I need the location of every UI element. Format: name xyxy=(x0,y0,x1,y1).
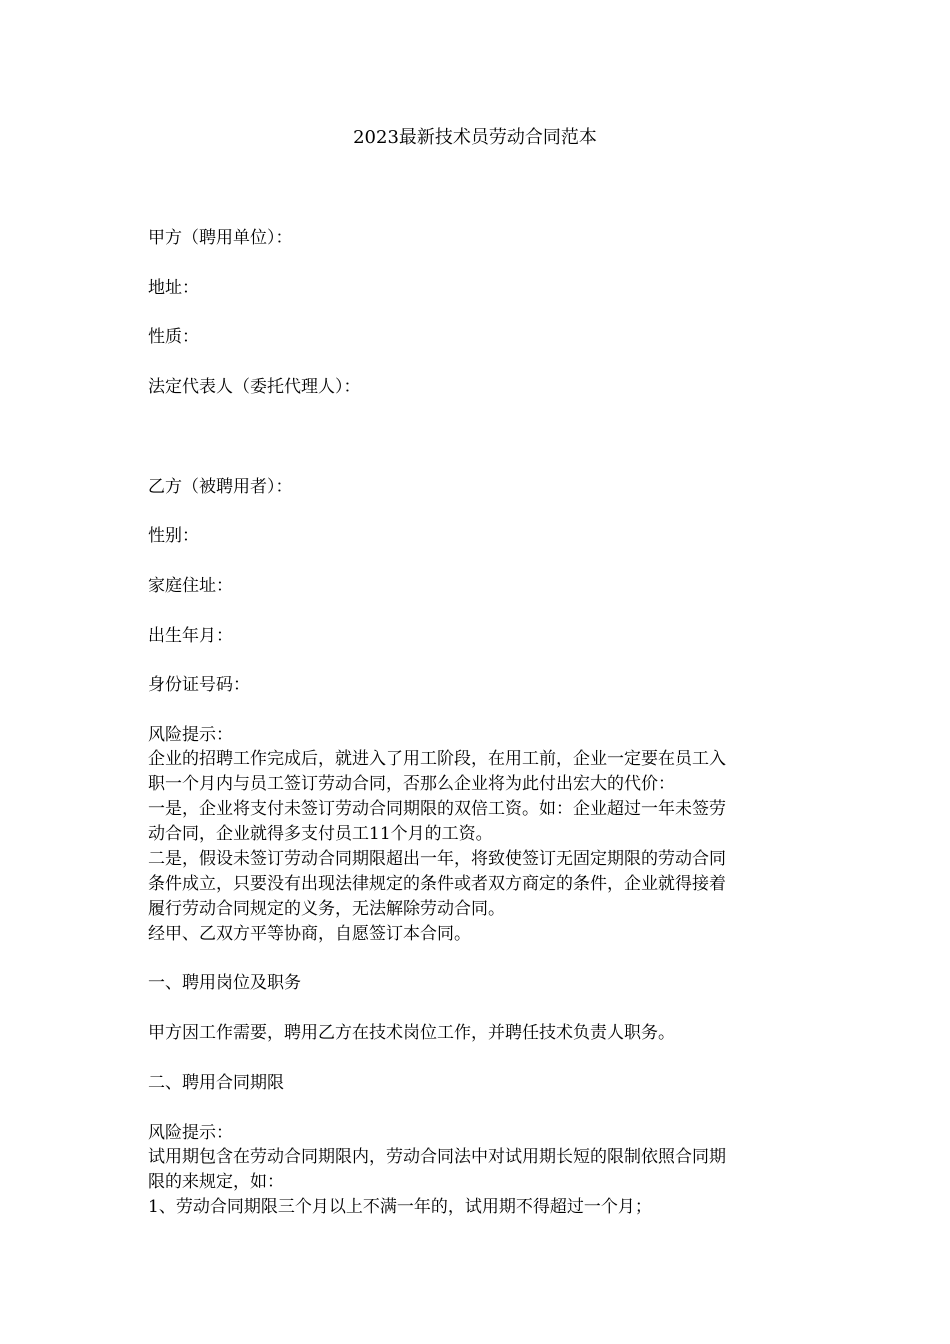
party-a-representative-label: 法定代表人（委托代理人）： xyxy=(148,377,361,397)
party-a-label: 甲方（聘用单位）： xyxy=(148,228,293,248)
party-b-home-address-label: 家庭住址： xyxy=(148,576,233,596)
section-1-heading: 一、聘用岗位及职务 xyxy=(148,973,301,993)
risk-note-2-line: 试用期包含在劳动合同期限内，劳动合同法中对试用期长短的限制依照合同期 xyxy=(148,1147,726,1167)
party-b-gender-label: 性别： xyxy=(148,526,199,546)
risk-note-2-line: 1、劳动合同期限三个月以上不满一年的，试用期不得超过一个月； xyxy=(148,1197,652,1217)
party-a-address-label: 地址： xyxy=(148,278,199,298)
section-2-heading: 二、聘用合同期限 xyxy=(148,1073,284,1093)
risk-note-1-line: 动合同，企业就得多支付员工11个月的工资。 xyxy=(148,824,493,844)
party-b-birth-label: 出生年月： xyxy=(148,626,233,646)
section-1-body: 甲方因工作需要，聘用乙方在技术岗位工作，并聘任技术负责人职务。 xyxy=(148,1023,675,1043)
party-b-id-label: 身份证号码： xyxy=(148,675,250,695)
risk-note-1-line: 履行劳动合同规定的义务，无法解除劳动合同。 xyxy=(148,899,505,919)
risk-note-1-line: 一是，企业将支付未签订劳动合同期限的双倍工资。如：企业超过一年未签劳 xyxy=(148,799,726,819)
document-title: 2023最新技术员劳动合同范本 xyxy=(353,127,597,148)
risk-note-2-line: 限的来规定，如： xyxy=(148,1172,284,1192)
risk-note-1-line: 二是，假设未签订劳动合同期限超出一年，将致使签订无固定期限的劳动合同 xyxy=(148,849,726,869)
risk-note-1-line: 条件成立，只要没有出现法律规定的条件或者双方商定的条件，企业就得接着 xyxy=(148,874,726,894)
risk-note-1-line: 经甲、乙双方平等协商，自愿签订本合同。 xyxy=(148,924,471,944)
risk-note-1-heading: 风险提示： xyxy=(148,725,233,745)
risk-note-1-line: 企业的招聘工作完成后，就进入了用工阶段，在用工前，企业一定要在员工入 xyxy=(148,749,726,769)
risk-note-2-heading: 风险提示： xyxy=(148,1123,233,1143)
party-b-label: 乙方（被聘用者）： xyxy=(148,477,293,497)
party-a-nature-label: 性质： xyxy=(148,327,199,347)
risk-note-1-line: 职一个月内与员工签订劳动合同，否那么企业将为此付出宏大的代价： xyxy=(148,774,675,794)
